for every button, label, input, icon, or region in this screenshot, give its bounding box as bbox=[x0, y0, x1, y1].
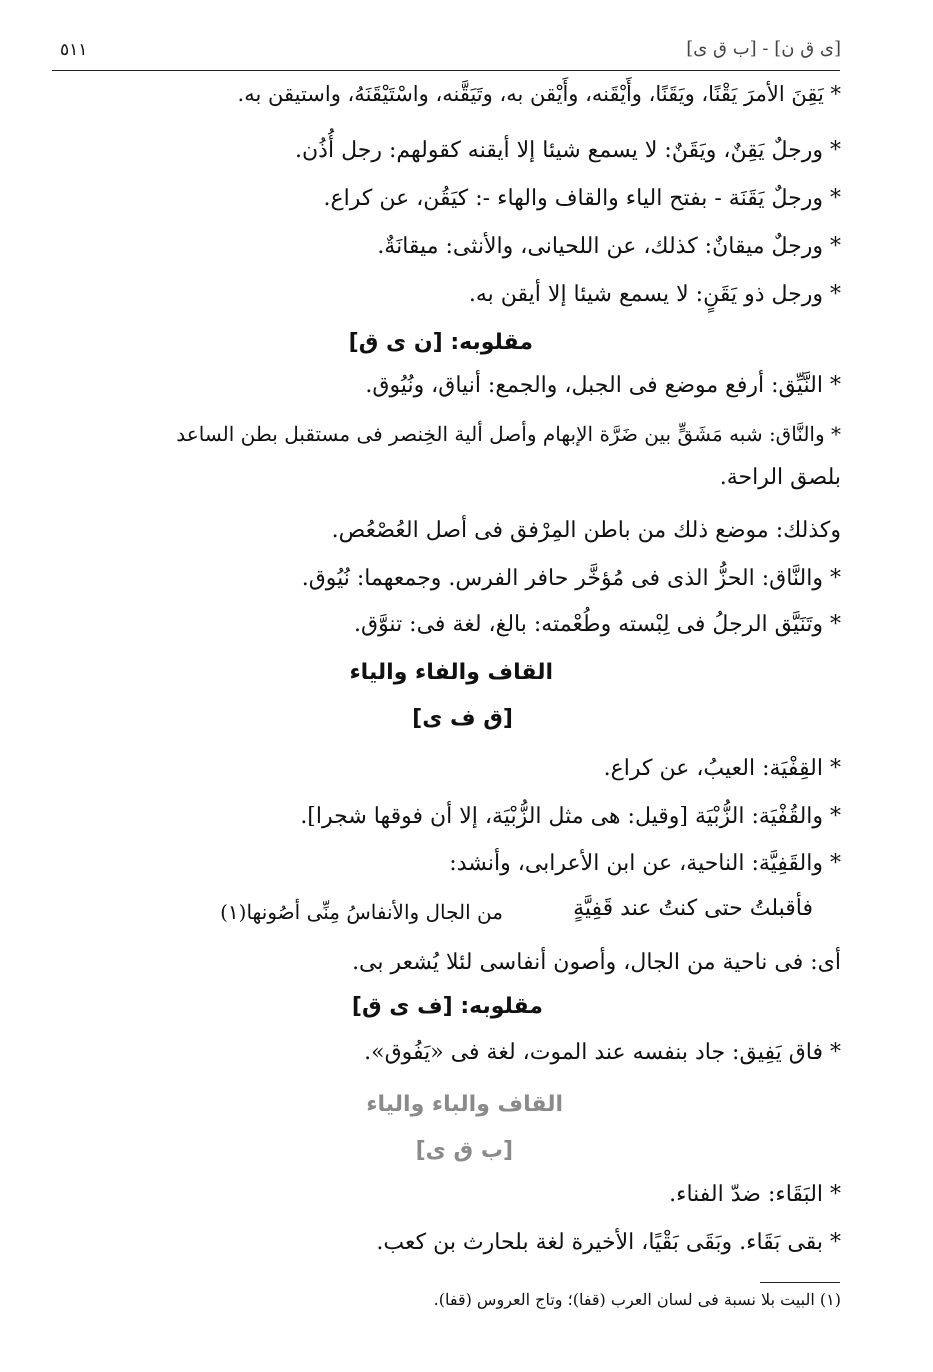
entry-line: * وتَنَيَّق الرجلُ فى لِبْسته وطُعْمته: بالغ، لغة فى: تنوَّق. bbox=[354, 612, 841, 637]
root-heading: [ق ف ى] bbox=[412, 706, 513, 731]
entry-line: * البَقَاء: ضدّ الفناء. bbox=[669, 1182, 841, 1207]
verse-second-hemistich: من الجال والأنفاسُ مِنِّى أصُونها(١) bbox=[220, 900, 503, 924]
verse-first-hemistich: فأقبلتُ حتى كنتُ عند قَفِيَّةٍ bbox=[573, 896, 813, 921]
entry-line: بلصق الراحة. bbox=[719, 465, 841, 490]
entry-line: * ورجلٌ ميقانٌ: كذلك، عن اللحيانى، والأنثى: ميقانَةٌ. bbox=[377, 234, 841, 259]
entry-line: * النَّيِّق: أرفع موضع فى الجبل، والجمع: أنياق، ونُيُوق. bbox=[365, 373, 841, 398]
running-title: [ى ق ن] - [ب ق ى] bbox=[686, 38, 841, 59]
entry-line: * والنَّاق: شبه مَشَقٍّ بين ضَرَّة الإبهام وأصل ألية الخِنصر فى مستقبل بطن الساعد bbox=[176, 422, 841, 446]
entry-line: * ورجلٌ يَقَنَة - بفتح الياء والقاف والهاء -: كيَقُن، عن كراع. bbox=[323, 186, 841, 211]
entry-line: * ورجل ذو يَقَنٍ: لا يسمع شيئا إلا أيقن به. bbox=[468, 282, 841, 307]
page-number: ٥١١ bbox=[60, 40, 88, 60]
section-heading: مقلوبه: [ن ى ق] bbox=[348, 330, 533, 355]
entry-line: * والقَفِيَّة: الناحية، عن ابن الأعرابى، وأنشد: bbox=[449, 851, 841, 876]
entry-line: * بقى بَقَاء. وبَقَى بَقْيًا، الأخيرة لغة بلحارث بن كعب. bbox=[376, 1230, 841, 1255]
section-heading: القاف والفاء والياء bbox=[349, 660, 553, 685]
entry-line: * والقُفْيَة: الزُّبْيَة [وقيل: هى مثل الزُّبْيَة، إلا أن فوقها شجرا]. bbox=[300, 804, 841, 829]
footnote: (١) البيت بلا نسبة فى لسان العرب (قفا)؛ وتاج العروس (قفا). bbox=[433, 1290, 841, 1309]
footnote-rule bbox=[760, 1282, 840, 1283]
entry-line: * والنَّاق: الحزُّ الذى فى مُؤخَّر حافر الفرس. وجمعهما: نُيُوق. bbox=[301, 566, 841, 591]
entry-line: * ورجلٌ يَقِنٌ، ويَقَنٌ: لا يسمع شيئا إلا أيقنه كقولهم: رجل أُذُن. bbox=[295, 138, 841, 163]
entry-line: وكذلك: موضع ذلك من باطن المِرْفق فى أصل العُصْعُص. bbox=[331, 518, 841, 543]
entry-line: * يَقِنَ الأمرَ يَقْنًا، ويَقَنًا، وأَيْقَنه، وأَيْقن به، وتَيَقَّنه، واسْتَيْقَنَهُ، واستيقن به. bbox=[237, 82, 841, 106]
entry-line: * فاق يَفِيق: جاد بنفسه عند الموت، لغة فى «يَفُوق». bbox=[364, 1040, 841, 1065]
root-heading: [ب ق ى] bbox=[415, 1138, 513, 1163]
entry-line: * القِفْيَة: العيبُ، عن كراع. bbox=[603, 756, 841, 781]
entry-line: أى: فى ناحية من الجال، وأصون أنفاسى لئلا يُشعر بى. bbox=[352, 950, 841, 975]
section-heading: القاف والباء والياء bbox=[366, 1092, 563, 1117]
section-heading: مقلوبه: [ف ى ق] bbox=[351, 994, 543, 1019]
header-rule bbox=[52, 70, 840, 71]
